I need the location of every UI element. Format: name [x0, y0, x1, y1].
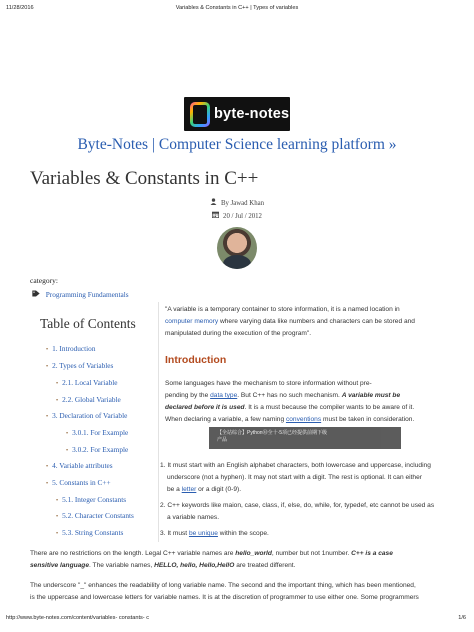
print-title: Variables & Constants in C++ | Types of variables [175, 5, 299, 11]
computer-memory-link[interactable]: computer memory [165, 318, 219, 325]
site-logo[interactable] [184, 97, 290, 131]
toc-item-attributes[interactable]: • 4. Variable attributes [46, 461, 113, 470]
user-icon [210, 198, 217, 207]
rule-2: 2. C++ keywords like maion, case, class, if, else, do, while, for, typedef, etc cannot be used as [160, 502, 435, 509]
length-paragraph: There are no restrictions on the length. Legal C++ variable names are hello_world, number but not 1number. C++ is a case sensitive language. The variable names, HELLO, hello, Hello,HellO are treated different. [30, 550, 393, 569]
logo-b-icon [190, 102, 210, 127]
ad-banner[interactable]: 【全站综合】PythonⓂ全十·5项已经提供前期下级 产品 [209, 427, 401, 449]
calendar-icon [212, 211, 219, 220]
letter-link[interactable]: letter [181, 486, 197, 493]
toc-item-local-variable[interactable]: • 2.1. Local Variable [56, 378, 118, 387]
date-text: 20 / Jul / 2012 [223, 213, 262, 220]
toc-title: Table of Contents [40, 316, 136, 331]
toc-item-character-constants[interactable]: • 5.2. Character Constants [56, 511, 134, 520]
print-date: 11/28/2016 [6, 5, 34, 11]
toc-item-constants[interactable]: • 5. Constants in C++ [46, 478, 111, 487]
rule-1: 1. It must start with an English alphabet characters, both lowercase and uppercase, including [160, 462, 431, 469]
naming-rules-list: 1. It must start with an English alphabet characters, both lowercase and uppercase, including underscore (not a hyphen). It may not start with a digit. The rest is optional. It can either be a letter or a digit (0-9). 2. C++ keywords like maion, case, class, if, else, do, while, for, typedef, etc cannot be used as a variable names. 3. It must be unique within the scope. [160, 460, 470, 540]
toc-divider [158, 302, 159, 542]
site-title[interactable]: Byte-Notes | Computer Science learning platform » [77, 136, 397, 153]
toc-item-example-1[interactable]: • 3.0.1. For Example [66, 428, 129, 437]
author-name[interactable]: By Jawad Khan [220, 200, 265, 207]
data-type-link[interactable]: data type [210, 392, 238, 399]
toc-item-declaration[interactable]: • 3. Declaration of Variable [46, 411, 128, 420]
footer-url: http://www.byte-notes.com/content/variables- constants- c [6, 615, 150, 621]
logo-text: byte-notes [214, 106, 290, 122]
toc-item-global-variable[interactable]: • 2.2. Global Variable [56, 395, 121, 404]
post-title: Variables & Constants in C++ [30, 168, 259, 189]
post-author [0, 198, 474, 207]
category-link[interactable] [32, 290, 129, 299]
tag-icon [32, 291, 42, 299]
be-unique-link[interactable]: be unique [188, 530, 218, 537]
post-date [0, 211, 474, 220]
toc-item-introduction[interactable]: • 1. Introduction [46, 344, 96, 353]
conventions-link[interactable]: conventions [285, 416, 322, 423]
toc-item-example-2[interactable]: • 3.0.2. For Example [66, 445, 129, 454]
introduction-paragraph: Some languages have the mechanism to store information without pre- pending by the data type. But C++ has no such mechanism. A variable must be declared before it is used. It is a must because the compiler wants to be aware of it. When declaring a variable, a few naming conventions must be taken in consideration. [165, 380, 415, 423]
toc-item-types-of-variables[interactable]: • 2. Types of Variables [46, 361, 114, 370]
toc-item-string-constants[interactable]: • 5.3. String Constants [56, 528, 124, 537]
introduction-heading: Introduction [165, 354, 227, 366]
rule-3: 3. It must be unique within the scope. [160, 530, 269, 537]
footer-page-number: 1/6 [458, 615, 466, 621]
toc-item-integer-constants[interactable]: • 5.1. Integer Constants [56, 495, 127, 504]
underscore-paragraph: The underscore "_" enhances the readability of long variable name. The second and the important thing, which has been mentioned, is the uppercase and lowercase letters for variable names. It is at the discretion of programmer to use either one. Some programmers [30, 582, 419, 601]
category-label: category: [30, 276, 58, 285]
definition-quote: "A variable is a temporary container to store information, it is a named location in computer memory where varying data like numbers and characters can be stored and manipulated during the execution of the program". [165, 306, 415, 337]
author-avatar [217, 227, 257, 269]
category-link-text[interactable]: Programming Fundamentals [45, 290, 129, 299]
